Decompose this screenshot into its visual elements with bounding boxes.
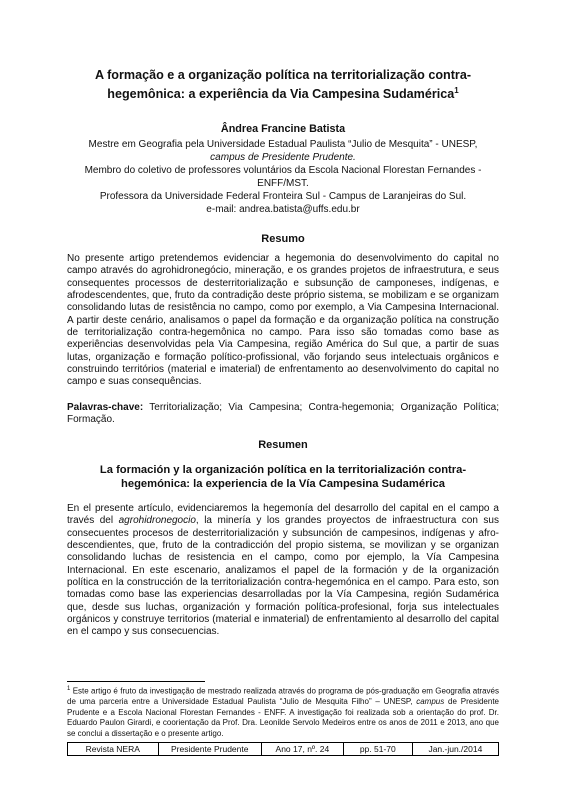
- author-email: e-mail: andrea.batista@uffs.edu.br: [206, 204, 360, 215]
- footnote-mark: 1: [67, 686, 71, 692]
- footer-journal: Revista NERA: [68, 743, 159, 756]
- resumen-title: [70, 463, 496, 491]
- resumen-body: En el presente artículo, evidenciaremos la hegemonía del desarrollo del capital en el campo a través del agrohidronegocio, la minería y los grandes proyectos de infraestructura con sus consecuentes procesos de desterritorialización y subsunción de campesinos, indígenas y afro-descendientes, que, fruto de la contradicción del propio sistema, se movilizan y se organizan consolidando luchas de resistencia en el campo, como por ejemplo, la Vía Campesina Internacional. En este escenario, analizamos el papel de la formación y de la organización política en la construcción de la territorialización contra-hegemónica en el campo. Para esto, son tomadas como base las experiencias desarrolladas por la Vía Campesina, región Sudamérica que, desde sus luchas, organización y formación política-profesional, forja sus intelectuales orgánicos y construye territorios (material e inmaterial) de enfrentamiento al desarrollo del capital en el campo y sus consecuencias.: [67, 503, 499, 638]
- author-affiliations: [60, 138, 506, 216]
- article-title: [60, 67, 506, 102]
- author-name: Ândrea Francine Batista: [220, 123, 346, 135]
- resumen-title-line-2: hegemónica: la experiencia de la Vía Campesina Sudamérica: [121, 478, 445, 490]
- footer-volume: Ano 17, nº. 24: [261, 743, 343, 756]
- journal-footer-table: [67, 742, 499, 756]
- footer-pages: pp. 51-70: [343, 743, 412, 756]
- affiliation-line: campus de Presidente Prudente.: [210, 152, 356, 163]
- footnote: $^1$ Este artigo é fruto da investigação de mestrado realizada através do programa de pós-graduação em Geografia através de uma parceria entre a Universidade Estadual Paulista “Julio de Mesquita Filho” – UNESP, campus de Presidente Prudente e a Escola Nacional Florestan Fernandes - ENFF. A investigação foi realizada sob a orientação do prof. Dr. Eduardo Paulon Girardi, e coorientação da Prof. Dra. Leonilde Servolo Medeiros entre os anos de 2011 e 2013, ano que se conclui a dissertação e o presente artigo.: [67, 686, 499, 738]
- affiliation-line: Mestre em Geografia pela Universidade Estadual Paulista “Julio de Mesquita” - UNESP,: [88, 139, 478, 150]
- footer-date: Jan.-jun./2014: [412, 743, 498, 756]
- footer-city: Presidente Prudente: [158, 743, 261, 756]
- keywords-list: Territorialização; Via Campesina; Contra-hegemonia; Organização Política; Formação.: [67, 402, 499, 426]
- resumo-heading: Resumo: [261, 233, 305, 245]
- resumo-body: No presente artigo pretendemos evidenciar a hegemonia do desenvolvimento do capital no campo através do agrohidronegócio, mineração, e os grandes projetos de infraestrutura, e seus consequentes processos de desterritorialização e subsunção de camponeses, indígenas, e afrodescendentes, que, fruto da contradição deste próprio sistema, se mobilizam e se organizam consolidando lutas de resistência no campo, como por exemplo, a Via Campesina Internacional. A partir deste cenário, analisamos o papel da formação e da organização política na construção de territorialização contra-hegemônica no campo. Para isso são tomadas como base as experiências desenvolvidas pela Via Campesina, região América do Sul que, a partir de suas lutas, organização e formação político-profissional, vão forjando seus intelectuais orgânicos e construindo territórios (material e imaterial) de enfrentamento ao desenvolvimento do capital no campo e suas consequências.: [67, 253, 499, 388]
- title-footnote-mark: 1: [454, 86, 459, 95]
- footnote-divider: [67, 681, 205, 682]
- resumen-heading: Resumen: [258, 439, 308, 451]
- keywords-label: Palavras-chave:: [67, 402, 144, 413]
- keywords: [67, 402, 499, 427]
- resumen-title-line-1: La formación y la organización política en la territorialización contra-: [99, 464, 467, 476]
- affiliation-line: Membro do coletivo de professores voluntários da Escola Nacional Florestan Fernandes -: [84, 165, 482, 176]
- article-title-line-2: hegemônica: a experiência da Via Campesina Sudamérica$^1$: [107, 86, 459, 102]
- affiliation-line: Professora da Universidade Federal Fronteira Sul - Campus de Laranjeiras do Sul.: [99, 191, 467, 202]
- affiliation-line: ENFF/MST.: [257, 178, 309, 189]
- article-title-line-1: A formação e a organização política na territorialização contra-: [94, 68, 472, 82]
